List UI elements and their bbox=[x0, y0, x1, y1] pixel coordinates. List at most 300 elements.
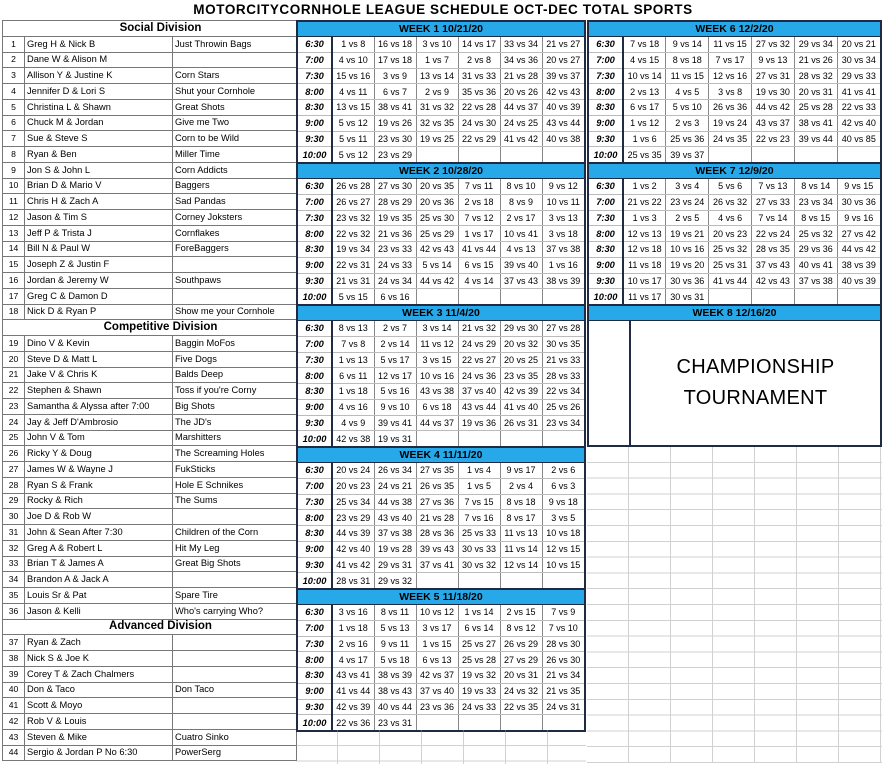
team-members: Jordan & Jeremy W bbox=[25, 273, 173, 289]
team-name: Great Big Shots bbox=[173, 556, 297, 572]
team-number: 20 bbox=[3, 351, 25, 367]
matchup-cell: 15 vs 16 bbox=[332, 68, 374, 84]
matchup-cell: 22 vs 23 bbox=[751, 131, 794, 147]
row-number bbox=[3, 619, 25, 635]
team-name: ForeBaggers bbox=[173, 241, 297, 257]
team-members: Allison Y & Justine K bbox=[25, 68, 173, 84]
matchup-cell: 29 vs 31 bbox=[374, 557, 416, 573]
team-number: 42 bbox=[3, 714, 25, 730]
time-slot-row bbox=[589, 242, 880, 258]
team-members: Jake V & Chris K bbox=[25, 367, 173, 383]
team-name bbox=[173, 698, 297, 714]
matchup-cell: 37 vs 43 bbox=[751, 257, 794, 273]
team-name bbox=[173, 572, 297, 588]
matchup-cell: 2 vs 5 bbox=[666, 210, 709, 226]
matchup-cell: 24 vs 33 bbox=[458, 699, 500, 715]
time-slot: 7:00 bbox=[298, 336, 332, 352]
matchup-cell: 8 vs 17 bbox=[500, 510, 542, 526]
matchup-cell: 3 vs 13 bbox=[542, 210, 584, 226]
time-slot: 9:30 bbox=[589, 273, 623, 289]
matchup-cell: 27 vs 33 bbox=[751, 194, 794, 210]
team-number: 16 bbox=[3, 273, 25, 289]
matchup-cell: 43 vs 44 bbox=[458, 399, 500, 415]
empty-grid-area-bottom bbox=[296, 730, 586, 764]
matchup-cell: 3 vs 18 bbox=[542, 226, 584, 242]
team-number: 29 bbox=[3, 493, 25, 509]
championship-line-1: CHAMPIONSHIP bbox=[676, 356, 835, 378]
team-name: Sad Pandas bbox=[173, 194, 297, 210]
matchup-cell: 24 vs 36 bbox=[458, 368, 500, 384]
matchup-cell bbox=[416, 715, 458, 730]
time-slot-row bbox=[298, 384, 584, 400]
team-number: 2 bbox=[3, 52, 25, 68]
team-members: Nick S & Joe K bbox=[25, 651, 173, 667]
team-number: 4 bbox=[3, 84, 25, 100]
team-name: Cuatro Sinko bbox=[173, 729, 297, 745]
matchup-cell: 9 vs 16 bbox=[837, 210, 880, 226]
matchup-cell bbox=[794, 289, 837, 304]
matchup-cell: 38 vs 43 bbox=[374, 683, 416, 699]
matchup-cell: 10 vs 15 bbox=[542, 557, 584, 573]
team-number: 14 bbox=[3, 241, 25, 257]
week-2-block bbox=[296, 162, 586, 306]
matchup-cell: 24 vs 33 bbox=[374, 257, 416, 273]
matchup-cell: 19 vs 26 bbox=[374, 115, 416, 131]
team-number: 7 bbox=[3, 131, 25, 147]
matchup-cell: 2 vs 15 bbox=[500, 605, 542, 620]
team-row bbox=[3, 525, 297, 541]
matchup-cell: 7 vs 17 bbox=[709, 52, 752, 68]
matchup-cell: 22 vs 31 bbox=[332, 257, 374, 273]
time-slot-row bbox=[298, 557, 584, 573]
team-row bbox=[3, 162, 297, 178]
match-table bbox=[589, 179, 880, 304]
matchup-cell: 30 vs 34 bbox=[837, 52, 880, 68]
matchup-cell: 26 vs 32 bbox=[709, 194, 752, 210]
time-slot-row bbox=[298, 115, 584, 131]
matchup-cell: 1 vs 6 bbox=[623, 131, 666, 147]
matchup-cell: 23 vs 31 bbox=[374, 715, 416, 730]
time-slot-row bbox=[298, 352, 584, 368]
matchup-cell: 24 vs 32 bbox=[500, 683, 542, 699]
matchup-cell: 1 vs 13 bbox=[332, 352, 374, 368]
time-slot-row bbox=[589, 194, 880, 210]
time-slot: 9:30 bbox=[298, 557, 332, 573]
team-row bbox=[3, 178, 297, 194]
matchup-cell: 44 vs 37 bbox=[416, 415, 458, 431]
team-number: 15 bbox=[3, 257, 25, 273]
week-1-block bbox=[296, 20, 586, 164]
matchup-cell: 20 vs 23 bbox=[332, 478, 374, 494]
matchup-cell: 1 vs 17 bbox=[458, 226, 500, 242]
matchup-cell: 25 vs 32 bbox=[794, 226, 837, 242]
matchup-cell: 43 vs 41 bbox=[332, 668, 374, 684]
time-slot: 9:00 bbox=[298, 399, 332, 415]
division-title: Competitive Division bbox=[25, 320, 297, 336]
matchup-cell: 25 vs 30 bbox=[416, 210, 458, 226]
time-slot: 8:00 bbox=[298, 510, 332, 526]
matchup-cell: 3 vs 15 bbox=[416, 352, 458, 368]
team-name: Five Dogs bbox=[173, 351, 297, 367]
team-members: Sergio & Jordan P No 6:30 bbox=[25, 745, 173, 761]
matchup-cell: 27 vs 29 bbox=[500, 652, 542, 668]
matchup-cell: 24 vs 30 bbox=[458, 115, 500, 131]
matchup-cell: 44 vs 42 bbox=[837, 242, 880, 258]
matchup-cell: 30 vs 33 bbox=[458, 541, 500, 557]
team-row bbox=[3, 714, 297, 730]
matchup-cell: 2 vs 3 bbox=[666, 115, 709, 131]
matchup-cell: 27 vs 31 bbox=[751, 68, 794, 84]
time-slot-row bbox=[298, 478, 584, 494]
week-header: WEEK 8 12/16/20 bbox=[589, 306, 880, 321]
matchup-cell: 10 vs 12 bbox=[416, 605, 458, 620]
team-members: Sue & Steve S bbox=[25, 131, 173, 147]
matchup-cell: 37 vs 43 bbox=[500, 273, 542, 289]
matchup-cell: 6 vs 14 bbox=[458, 620, 500, 636]
team-row bbox=[3, 194, 297, 210]
team-name bbox=[173, 651, 297, 667]
team-row bbox=[3, 147, 297, 163]
matchup-cell: 5 vs 14 bbox=[416, 257, 458, 273]
matchup-cell bbox=[542, 431, 584, 446]
matchup-cell: 44 vs 37 bbox=[500, 100, 542, 116]
team-row bbox=[3, 462, 297, 478]
matchup-cell: 23 vs 35 bbox=[500, 368, 542, 384]
time-slot: 10:00 bbox=[298, 431, 332, 446]
time-slot-row bbox=[298, 289, 584, 304]
matchup-cell: 44 vs 42 bbox=[751, 100, 794, 116]
team-row bbox=[3, 651, 297, 667]
week-header: WEEK 5 11/18/20 bbox=[298, 590, 584, 605]
team-members: Greg C & Damon D bbox=[25, 288, 173, 304]
team-name: Cornflakes bbox=[173, 225, 297, 241]
matchup-cell: 20 vs 36 bbox=[416, 194, 458, 210]
matchup-cell: 2 vs 14 bbox=[374, 336, 416, 352]
matchup-cell: 9 vs 15 bbox=[837, 179, 880, 194]
matchup-cell: 1 vs 14 bbox=[458, 605, 500, 620]
team-row bbox=[3, 336, 297, 352]
matchup-cell: 9 vs 17 bbox=[500, 463, 542, 478]
team-row bbox=[3, 304, 297, 320]
matchup-cell: 5 vs 13 bbox=[374, 620, 416, 636]
matchup-cell: 39 vs 37 bbox=[666, 147, 709, 162]
matchup-cell: 26 vs 34 bbox=[374, 463, 416, 478]
matchup-cell: 2 vs 17 bbox=[500, 210, 542, 226]
team-members: Ryan S & Frank bbox=[25, 477, 173, 493]
matchup-cell: 11 vs 15 bbox=[709, 37, 752, 52]
week-5-block bbox=[296, 588, 586, 732]
matchup-cell bbox=[709, 289, 752, 304]
team-name: Toss if you're Corny bbox=[173, 383, 297, 399]
matchup-cell: 19 vs 35 bbox=[374, 210, 416, 226]
matchup-cell: 6 vs 17 bbox=[623, 100, 666, 116]
team-name bbox=[173, 257, 297, 273]
matchup-cell bbox=[500, 715, 542, 730]
team-members: Jennifer D & Lori S bbox=[25, 84, 173, 100]
team-row bbox=[3, 115, 297, 131]
matchup-cell bbox=[751, 289, 794, 304]
week-header: WEEK 6 12/2/20 bbox=[589, 22, 880, 37]
time-slot-row bbox=[298, 179, 584, 194]
team-number: 11 bbox=[3, 194, 25, 210]
matchup-cell: 5 vs 17 bbox=[374, 352, 416, 368]
matchup-cell: 40 vs 39 bbox=[542, 100, 584, 116]
matchup-cell: 27 vs 32 bbox=[751, 37, 794, 52]
matchup-cell: 43 vs 37 bbox=[751, 115, 794, 131]
time-slot-row bbox=[298, 668, 584, 684]
matchup-cell: 7 vs 12 bbox=[458, 210, 500, 226]
matchup-cell: 32 vs 35 bbox=[416, 115, 458, 131]
matchup-cell: 37 vs 38 bbox=[794, 273, 837, 289]
team-number: 3 bbox=[3, 68, 25, 84]
time-slot-row bbox=[298, 321, 584, 336]
time-slot: 7:30 bbox=[589, 210, 623, 226]
division-header-row bbox=[3, 320, 297, 336]
matchup-cell: 5 vs 6 bbox=[709, 179, 752, 194]
team-number: 18 bbox=[3, 304, 25, 320]
matchup-cell: 6 vs 16 bbox=[374, 289, 416, 304]
time-slot: 8:30 bbox=[298, 100, 332, 116]
team-row bbox=[3, 257, 297, 273]
matchup-cell bbox=[837, 147, 880, 162]
time-slot-row bbox=[589, 210, 880, 226]
matchup-cell: 19 vs 36 bbox=[458, 415, 500, 431]
time-slot-row bbox=[589, 289, 880, 304]
matchup-cell: 26 vs 28 bbox=[332, 179, 374, 194]
matchup-cell: 23 vs 36 bbox=[416, 699, 458, 715]
matchup-cell: 40 vs 44 bbox=[374, 699, 416, 715]
matchup-cell bbox=[542, 147, 584, 162]
matchup-cell: 43 vs 44 bbox=[542, 115, 584, 131]
team-members: Brian D & Mario V bbox=[25, 178, 173, 194]
time-slot-row bbox=[298, 147, 584, 162]
matchup-cell: 39 vs 37 bbox=[542, 68, 584, 84]
time-slot: 8:00 bbox=[298, 652, 332, 668]
matchup-cell: 31 vs 32 bbox=[416, 100, 458, 116]
matchup-cell: 11 vs 17 bbox=[623, 289, 666, 304]
matchup-cell: 1 vs 18 bbox=[332, 384, 374, 400]
matchup-cell: 2 vs 6 bbox=[542, 463, 584, 478]
team-members: James W & Wayne J bbox=[25, 462, 173, 478]
matchup-cell: 4 vs 15 bbox=[623, 52, 666, 68]
team-row bbox=[3, 430, 297, 446]
matchup-cell: 6 vs 3 bbox=[542, 478, 584, 494]
matchup-cell: 5 vs 12 bbox=[332, 147, 374, 162]
time-slot-row bbox=[298, 68, 584, 84]
matchup-cell: 27 vs 35 bbox=[416, 463, 458, 478]
matchup-cell: 9 vs 18 bbox=[542, 494, 584, 510]
week-header: WEEK 4 11/11/20 bbox=[298, 448, 584, 463]
time-slot: 7:30 bbox=[298, 494, 332, 510]
time-slot: 10:00 bbox=[589, 147, 623, 162]
empty-grid-area bbox=[587, 447, 882, 763]
matchup-cell: 8 vs 15 bbox=[794, 210, 837, 226]
time-slot-row bbox=[298, 636, 584, 652]
matchup-cell: 29 vs 33 bbox=[837, 68, 880, 84]
team-number: 35 bbox=[3, 588, 25, 604]
team-number: 43 bbox=[3, 729, 25, 745]
matchup-cell: 37 vs 40 bbox=[416, 683, 458, 699]
time-slot: 7:30 bbox=[298, 210, 332, 226]
matchup-cell: 3 vs 5 bbox=[542, 510, 584, 526]
week-4-block bbox=[296, 446, 586, 590]
week-3-block bbox=[296, 304, 586, 448]
matchup-cell bbox=[500, 431, 542, 446]
team-row bbox=[3, 729, 297, 745]
time-slot: 8:00 bbox=[298, 368, 332, 384]
matchup-cell: 11 vs 15 bbox=[666, 68, 709, 84]
matchup-cell: 12 vs 17 bbox=[374, 368, 416, 384]
matchup-cell: 2 vs 13 bbox=[623, 84, 666, 100]
matchup-cell: 30 vs 35 bbox=[542, 336, 584, 352]
team-members: Brandon A & Jack A bbox=[25, 572, 173, 588]
time-slot-row bbox=[298, 37, 584, 52]
team-row bbox=[3, 745, 297, 761]
matchup-cell: 10 vs 11 bbox=[542, 194, 584, 210]
matchup-cell: 42 vs 39 bbox=[500, 384, 542, 400]
matchup-cell: 8 vs 18 bbox=[500, 494, 542, 510]
team-name: Baggin MoFos bbox=[173, 336, 297, 352]
matchup-cell: 21 vs 26 bbox=[794, 52, 837, 68]
matchup-cell: 30 vs 36 bbox=[666, 273, 709, 289]
matchup-cell: 9 vs 12 bbox=[542, 179, 584, 194]
time-slot-row bbox=[298, 210, 584, 226]
time-slot-row bbox=[589, 68, 880, 84]
matchup-cell: 20 vs 21 bbox=[837, 37, 880, 52]
matchup-cell: 42 vs 43 bbox=[751, 273, 794, 289]
team-row bbox=[3, 414, 297, 430]
row-number bbox=[3, 21, 25, 37]
time-slot: 8:30 bbox=[589, 100, 623, 116]
time-slot-row bbox=[298, 683, 584, 699]
team-row bbox=[3, 399, 297, 415]
team-members: Joe D & Rob W bbox=[25, 509, 173, 525]
matchup-cell: 26 vs 30 bbox=[542, 652, 584, 668]
team-members: Dino V & Kevin bbox=[25, 336, 173, 352]
time-slot: 7:00 bbox=[298, 620, 332, 636]
division-title: Advanced Division bbox=[25, 619, 297, 635]
matchup-cell: 26 vs 31 bbox=[500, 415, 542, 431]
team-members: Dane W & Alison M bbox=[25, 52, 173, 68]
matchup-cell: 12 vs 13 bbox=[623, 226, 666, 242]
time-slot-row bbox=[298, 605, 584, 620]
matchup-cell: 20 vs 31 bbox=[794, 84, 837, 100]
matchup-cell: 8 vs 10 bbox=[500, 179, 542, 194]
matchup-cell: 8 vs 18 bbox=[666, 52, 709, 68]
time-slot: 8:30 bbox=[298, 242, 332, 258]
match-table bbox=[298, 463, 584, 588]
matchup-cell: 42 vs 43 bbox=[416, 242, 458, 258]
matchup-cell: 1 vs 2 bbox=[623, 179, 666, 194]
team-number: 23 bbox=[3, 399, 25, 415]
time-slot-row bbox=[298, 194, 584, 210]
time-slot-row bbox=[298, 226, 584, 242]
matchup-cell: 7 vs 9 bbox=[542, 605, 584, 620]
time-slot: 9:00 bbox=[589, 115, 623, 131]
matchup-cell: 20 vs 32 bbox=[500, 336, 542, 352]
time-slot-row bbox=[298, 431, 584, 446]
time-slot-row bbox=[298, 541, 584, 557]
team-members: Brian T & James A bbox=[25, 556, 173, 572]
team-number: 12 bbox=[3, 210, 25, 226]
time-slot-row bbox=[298, 131, 584, 147]
team-members: Rocky & Rich bbox=[25, 493, 173, 509]
matchup-cell: 42 vs 39 bbox=[332, 699, 374, 715]
team-number: 19 bbox=[3, 336, 25, 352]
matchup-cell bbox=[416, 147, 458, 162]
time-slot: 8:30 bbox=[298, 384, 332, 400]
matchup-cell: 37 vs 40 bbox=[458, 384, 500, 400]
time-slot: 7:00 bbox=[589, 194, 623, 210]
team-name: Don Taco bbox=[173, 682, 297, 698]
matchup-cell: 4 vs 10 bbox=[332, 52, 374, 68]
matchup-cell: 29 vs 32 bbox=[374, 573, 416, 588]
time-slot: 9:00 bbox=[298, 115, 332, 131]
time-slot-row bbox=[298, 620, 584, 636]
time-slot-row bbox=[298, 510, 584, 526]
time-slot-row bbox=[298, 257, 584, 273]
matchup-cell: 42 vs 40 bbox=[837, 115, 880, 131]
matchup-cell: 3 vs 14 bbox=[416, 321, 458, 336]
matchup-cell: 2 vs 7 bbox=[374, 321, 416, 336]
team-name: Hole E Schnikes bbox=[173, 477, 297, 493]
matchup-cell: 7 vs 16 bbox=[458, 510, 500, 526]
matchup-cell: 12 vs 18 bbox=[623, 242, 666, 258]
team-members: Louis Sr & Pat bbox=[25, 588, 173, 604]
matchup-cell: 25 vs 35 bbox=[623, 147, 666, 162]
time-slot: 9:00 bbox=[298, 683, 332, 699]
matchup-cell: 21 vs 27 bbox=[542, 37, 584, 52]
match-table bbox=[589, 37, 880, 162]
team-row bbox=[3, 99, 297, 115]
matchup-cell: 40 vs 38 bbox=[542, 131, 584, 147]
matchup-cell: 41 vs 42 bbox=[500, 131, 542, 147]
matchup-cell: 29 vs 34 bbox=[794, 37, 837, 52]
matchup-cell: 28 vs 36 bbox=[416, 526, 458, 542]
matchup-cell: 24 vs 29 bbox=[458, 336, 500, 352]
team-number: 10 bbox=[3, 178, 25, 194]
matchup-cell: 30 vs 32 bbox=[458, 557, 500, 573]
time-slot-row bbox=[298, 336, 584, 352]
matchup-cell: 4 vs 11 bbox=[332, 84, 374, 100]
matchup-cell: 7 vs 8 bbox=[332, 336, 374, 352]
matchup-cell: 19 vs 33 bbox=[458, 683, 500, 699]
matchup-cell: 8 vs 14 bbox=[794, 179, 837, 194]
matchup-cell: 25 vs 34 bbox=[332, 494, 374, 510]
matchup-cell: 19 vs 21 bbox=[666, 226, 709, 242]
team-name: Miller Time bbox=[173, 147, 297, 163]
team-number: 37 bbox=[3, 635, 25, 651]
matchup-cell: 12 vs 14 bbox=[500, 557, 542, 573]
time-slot-row bbox=[298, 415, 584, 431]
matchup-cell: 26 vs 36 bbox=[709, 100, 752, 116]
matchup-cell: 17 vs 18 bbox=[374, 52, 416, 68]
matchup-cell: 20 vs 26 bbox=[500, 84, 542, 100]
team-members: Ricky Y & Doug bbox=[25, 446, 173, 462]
team-number: 21 bbox=[3, 367, 25, 383]
time-slot-row bbox=[298, 242, 584, 258]
division-title: Social Division bbox=[25, 21, 297, 37]
matchup-cell: 10 vs 16 bbox=[666, 242, 709, 258]
matchup-cell bbox=[416, 289, 458, 304]
matchup-cell: 19 vs 31 bbox=[374, 431, 416, 446]
matchup-cell: 28 vs 30 bbox=[542, 636, 584, 652]
team-name bbox=[173, 288, 297, 304]
matchup-cell: 28 vs 31 bbox=[332, 573, 374, 588]
time-slot-row bbox=[589, 257, 880, 273]
team-row bbox=[3, 68, 297, 84]
matchup-cell: 7 vs 15 bbox=[458, 494, 500, 510]
